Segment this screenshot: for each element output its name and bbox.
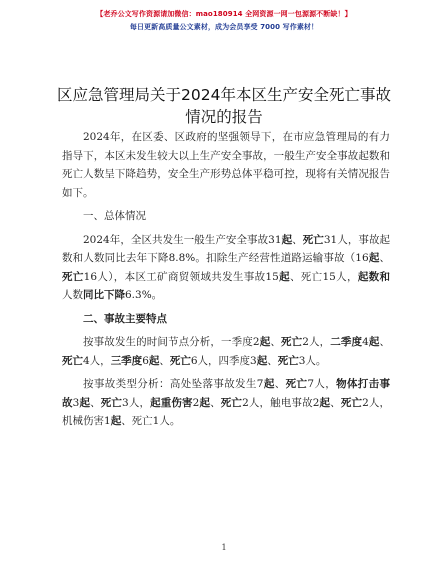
bold-run: 死亡 bbox=[220, 396, 243, 409]
text-run: 3人， bbox=[122, 396, 151, 409]
bold-run: 起 bbox=[148, 354, 160, 367]
text-run: 、 bbox=[330, 396, 341, 409]
text-run: 4 bbox=[362, 336, 369, 348]
bold-run: 死亡 bbox=[169, 354, 191, 367]
text-run: 、死亡15人， bbox=[289, 270, 358, 283]
document-body bbox=[62, 128, 390, 431]
intro-paragraph: 2024年，在区委、区政府的坚强领导下，在市应急管理局的有力指导下，本区未发生较大以上生产安全事故，一般生产安全事故起数和死亡人数呈下降趋势，安全生产形势总体平稳可控，现将有关情况报告如下。 bbox=[62, 131, 390, 199]
time-analysis-paragraph bbox=[62, 333, 390, 370]
text-run: 2人，机械伤害1 bbox=[62, 396, 391, 427]
bold-run: 起 bbox=[256, 354, 268, 367]
bold-run: 同比下降 bbox=[83, 289, 125, 301]
bold-run: 起 bbox=[259, 336, 271, 348]
text-run: 6人，四季度3 bbox=[190, 354, 257, 367]
bold-run: 死亡 bbox=[302, 233, 324, 246]
text-run: 按事故发生的时间节点分析，一季度2 bbox=[83, 336, 260, 348]
document-title: 区应急管理局关于2024年本区生产安全死亡事故情况的报告 bbox=[57, 86, 391, 126]
text-run: 4人， bbox=[83, 354, 111, 367]
bold-run: 死亡 bbox=[62, 270, 84, 283]
text-run: 2人， bbox=[302, 336, 331, 348]
text-run: 3 bbox=[72, 396, 80, 409]
text-run: 6 bbox=[142, 354, 149, 367]
bold-run: 起 bbox=[319, 396, 331, 409]
text-run: 6.3%。 bbox=[125, 289, 163, 301]
overview-paragraph bbox=[62, 231, 390, 305]
text-run: 、 bbox=[379, 336, 391, 348]
text-run: 按事故类型分析：高处坠落事故发生7 bbox=[83, 378, 264, 390]
text-run: 2024年，全区共发生一般生产安全事故31 bbox=[83, 233, 282, 246]
text-run: 、 bbox=[274, 378, 286, 390]
bold-run: 起 bbox=[110, 415, 122, 427]
bold-run: 起 bbox=[79, 396, 91, 409]
section-heading-overview: 一、总体情况 bbox=[83, 210, 146, 222]
text-run: 、 bbox=[379, 252, 390, 264]
page-number: 1 bbox=[221, 543, 227, 552]
bold-run: 死亡 bbox=[280, 336, 303, 348]
text-run: 、 bbox=[90, 396, 101, 409]
bold-run: 起重伤害 bbox=[150, 396, 193, 409]
bold-run: 起 bbox=[368, 336, 380, 348]
bold-run: 二季度 bbox=[330, 336, 363, 348]
text-run: 31人，事故起数和人数同比去年下降8.8%。扣除生产经营性道路运输事故（16 bbox=[62, 233, 390, 264]
bold-run: 起 bbox=[199, 396, 211, 409]
bold-run: 起 bbox=[263, 378, 275, 390]
text-run: 2 bbox=[192, 396, 200, 409]
bold-run: 三季度 bbox=[110, 354, 143, 367]
promo-banner bbox=[0, 8, 448, 34]
bold-run: 死亡 bbox=[100, 396, 123, 409]
text-run: 、 bbox=[210, 396, 221, 409]
text-run: 、 bbox=[270, 336, 281, 348]
type-analysis-paragraph bbox=[62, 375, 390, 431]
bold-run: 起数和 bbox=[357, 270, 390, 283]
text-run: 、 bbox=[267, 354, 278, 367]
text-run: 3人。 bbox=[298, 354, 327, 367]
section-heading-features: 二、事故主要特点 bbox=[83, 312, 167, 325]
text-run: 7人， bbox=[307, 378, 337, 390]
text-run: 、 bbox=[292, 233, 303, 246]
bold-run: 起 bbox=[281, 233, 293, 246]
bold-run: 物体打击事故 bbox=[62, 378, 391, 409]
promo-line-1: 【老乔公文写作资源请加微信：mao180914 全网资源一网一包源源不断缺！】 bbox=[96, 10, 352, 18]
promo-line-2: 每日更新高质量公文素材，成为会员享受 7000 写作素材！ bbox=[129, 23, 319, 31]
text-run: 、 bbox=[159, 354, 170, 367]
bold-run: 死亡 bbox=[340, 396, 363, 409]
bold-run: 死亡 bbox=[62, 354, 83, 367]
bold-run: 起 bbox=[278, 270, 290, 283]
bold-run: 起 bbox=[368, 252, 380, 264]
text-run: 、死亡1人。 bbox=[121, 415, 181, 427]
text-run: 2人，触电事故2 bbox=[242, 396, 320, 409]
text-run: 16人），本区工矿商贸领域共发生事故15 bbox=[83, 270, 279, 283]
bold-run: 死亡 bbox=[285, 378, 308, 390]
bold-run: 死亡 bbox=[277, 354, 299, 367]
text-run: 人数 bbox=[62, 289, 83, 301]
